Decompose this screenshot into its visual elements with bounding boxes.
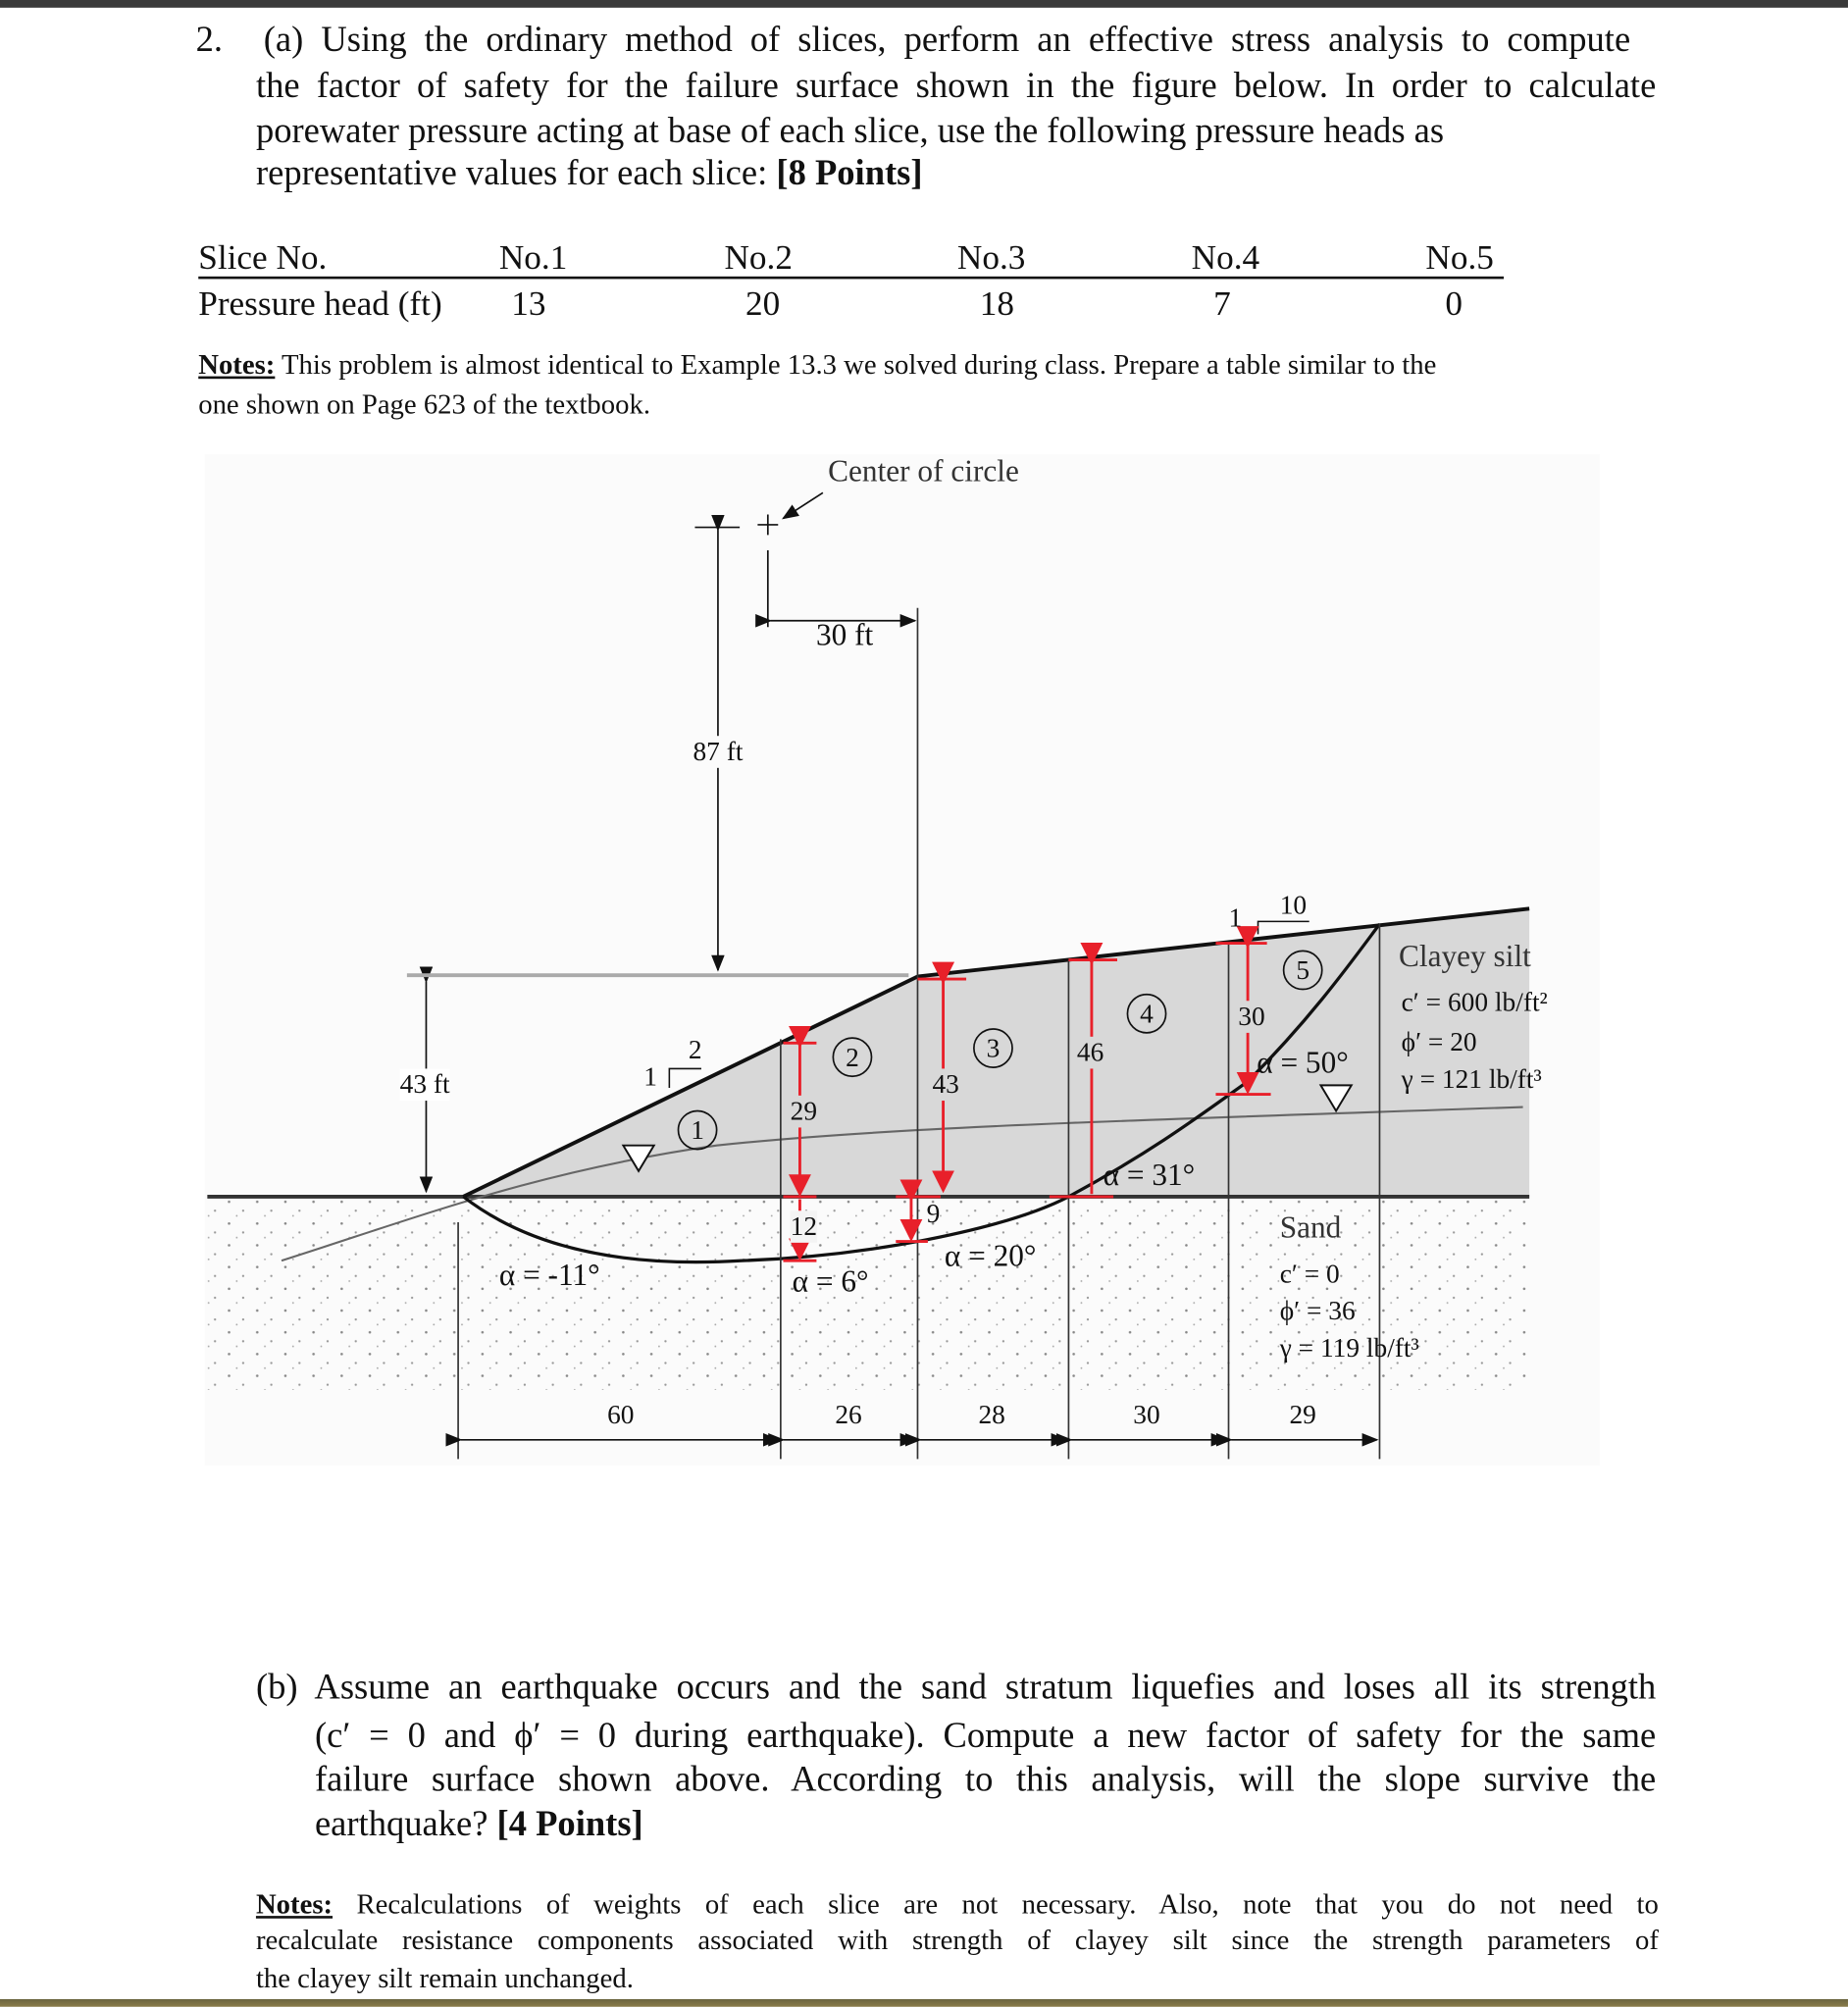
- alpha-slice-2: α = 6°: [792, 1265, 869, 1300]
- dim-30ft-label: 30 ft: [815, 619, 874, 653]
- part-a-line-3: porewater pressure acting at base of each slice, use the following pressure heads as: [255, 111, 1445, 151]
- sand-friction-angle: ϕ′ = 36: [1279, 1295, 1356, 1326]
- slice-number-5: 5: [1296, 954, 1310, 986]
- notes-b-line-2: recalculate resistance components associated with strength of clayey silt since the strength parameters of: [255, 1923, 1659, 1956]
- taskbar: [0, 1999, 1848, 2007]
- notes-b-line-3: the clayey silt remain unchanged.: [255, 1962, 634, 1994]
- clay-cohesion: c′ = 600 lb/ft²: [1401, 986, 1548, 1018]
- notes-b-label: Notes:: [255, 1887, 334, 1921]
- part-b-line-2: (c′ = 0 and ϕ′ = 0 during earthquake). Compute a new factor of safety for the same: [314, 1716, 1657, 1757]
- sand-unit-weight: γ = 119 lb/ft³: [1279, 1332, 1419, 1364]
- height-slice5: 30: [1238, 1001, 1265, 1032]
- part-a-line-2: the factor of safety for the failure surface shown in the figure below. In order to calculate: [255, 66, 1657, 107]
- slope-2-vertical: 1: [1228, 901, 1243, 934]
- clay-name: Clayey silt: [1399, 940, 1531, 974]
- center-of-circle-label: Center of circle: [828, 455, 1019, 489]
- clay-unit-weight: γ = 121 lb/ft³: [1401, 1063, 1542, 1095]
- alpha-slice-1: α = -11°: [498, 1259, 600, 1293]
- part-a-line-1: (a) Using the ordinary method of slices, perform an effective stress analysis to compute: [263, 20, 1631, 61]
- alpha-slice-5: α = 50°: [1257, 1047, 1349, 1081]
- alpha-slice-4: α = 31°: [1103, 1159, 1196, 1193]
- table-cell: 13: [511, 283, 546, 323]
- slice-number-2: 2: [846, 1042, 859, 1073]
- height-slice2-top: 29: [790, 1095, 818, 1127]
- part-b-points: [4 Points]: [496, 1804, 643, 1845]
- dim-87ft-label: 87 ft: [693, 736, 744, 767]
- question-number: 2.: [195, 20, 224, 61]
- height-slice2-bottom: 12: [790, 1210, 818, 1242]
- height-slice4: 46: [1076, 1036, 1104, 1068]
- table-header: No.1: [498, 237, 568, 277]
- sand-cohesion: c′ = 0: [1279, 1258, 1340, 1289]
- table-header: No.3: [956, 237, 1026, 277]
- height-slice3-top: 43: [932, 1068, 959, 1100]
- alpha-slice-3: α = 20°: [944, 1240, 1037, 1274]
- clay-friction-angle: ϕ′ = 20: [1401, 1026, 1477, 1057]
- part-a-points: [8 Points]: [776, 153, 923, 194]
- width-slice-4: 30: [1133, 1399, 1160, 1430]
- notes-b-text: Recalculations of weights of each slice are not necessary. Also, note that you do not need to: [333, 1887, 1659, 1921]
- part-b-line-1: (b) Assume an earthquake occurs and the sand stratum liquefies and loses all its strength: [255, 1668, 1657, 1708]
- table-cell: 0: [1445, 283, 1463, 323]
- width-slice-2: 26: [835, 1399, 862, 1430]
- table-cell: 7: [1213, 283, 1231, 323]
- notes-a-line-2: one shown on Page 623 of the textbook.: [198, 387, 651, 420]
- width-slice-5: 29: [1289, 1399, 1316, 1430]
- height-slice3-bottom: 9: [926, 1198, 941, 1229]
- table-cell: 20: [744, 283, 781, 323]
- table-header: No.4: [1191, 237, 1260, 277]
- sand-name: Sand: [1279, 1211, 1342, 1246]
- dim-43ft-label: 43 ft: [399, 1068, 450, 1100]
- slope-1-horizontal: 2: [688, 1034, 702, 1065]
- slice-number-4: 4: [1140, 998, 1154, 1029]
- slope-1-vertical: 1: [643, 1060, 657, 1092]
- table-header-slice: Slice No.: [198, 237, 328, 277]
- table-row-label: Pressure head (ft): [198, 283, 442, 323]
- notes-a-text: This problem is almost identical to Example 13.3 we solved during class. Prepare a table similar to the: [275, 347, 1437, 381]
- width-slice-3: 28: [978, 1399, 1005, 1430]
- notes-b-line-1: [256, 1887, 1659, 1921]
- table-cell: 18: [979, 283, 1014, 323]
- part-a-line-4-text: representative values for each slice:: [255, 153, 777, 194]
- slice-number-1: 1: [691, 1114, 704, 1146]
- slice-number-3: 3: [986, 1032, 1001, 1064]
- part-b-line-4: [315, 1805, 643, 1846]
- part-b-line-4-text: earthquake?: [314, 1804, 497, 1845]
- table-header: No.2: [724, 237, 793, 277]
- width-slice-1: 60: [607, 1399, 635, 1430]
- part-b-line-3: failure surface shown above. According to this analysis, will the slope survive the: [314, 1759, 1657, 1800]
- table-header: No.5: [1425, 237, 1494, 277]
- notes-a-label: Notes:: [198, 347, 276, 381]
- slope-2-horizontal: 10: [1279, 889, 1308, 921]
